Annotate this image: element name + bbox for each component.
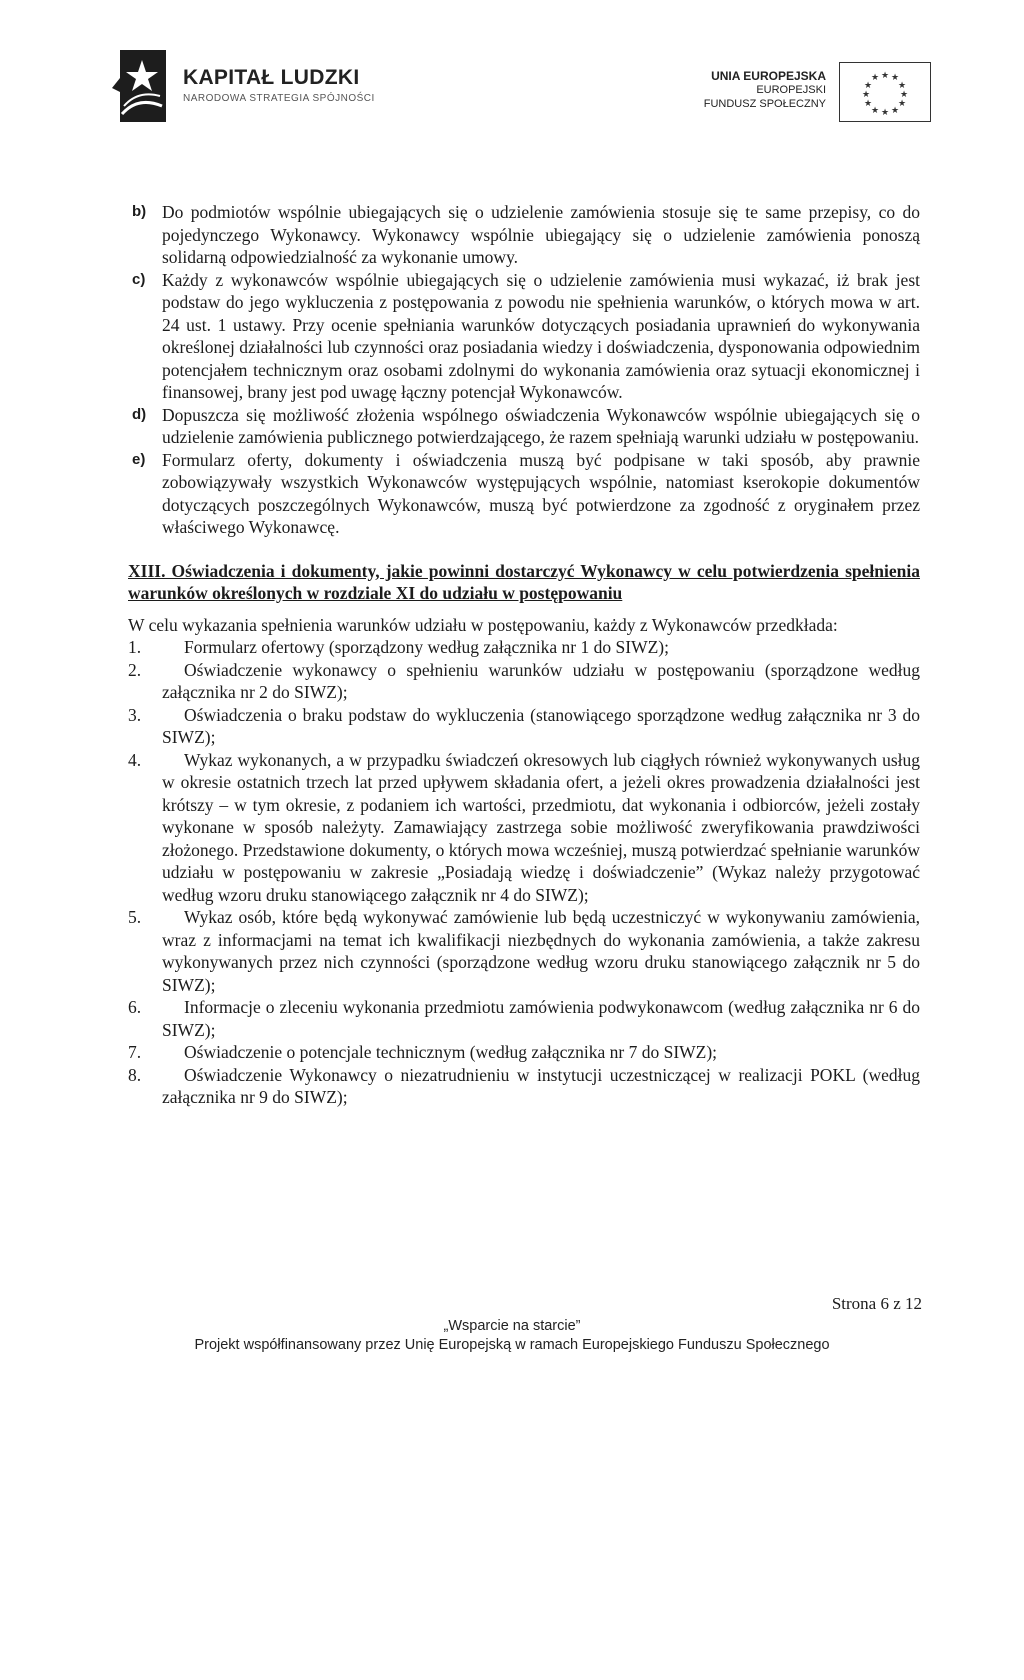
page-number: Strona 6 z 12 xyxy=(831,1294,922,1313)
numbered-item xyxy=(128,749,920,907)
list-item-d xyxy=(128,404,920,449)
eu-line-2: EUROPEJSKI xyxy=(756,84,826,96)
item-text: Do podmiotów wspólnie ubiegających się o udzielenie zamówienia stosuje się te same przepisy, co do pojedynczego Wykonawcy. Wykonawcy wspólnie ubiegający się o udzielenie zamówienia ponoszą solidarną odpowiedzialność za wykonanie umowy. xyxy=(162,202,920,267)
item-text: Wykaz wykonanych, a w przypadku świadczeń okresowych lub ciągłych również wykonywanych usług w okresie ostatnich trzech lat przed upływem składania ofert, a jeżeli okres prowadzenia działalności jest krótszy – w tym okresie, z podaniem ich wartości, przedmiotu, dat wykonania i odbiorców, jeżeli zostały wykonane w sposób należyty. Zamawiający zastrzega sobie możliwość zweryfikowania prawdziwości złożonego. Przedstawione dokumenty, o których mowa wcześniej, muszą potwierdzać spełnianie warunków udziału w postępowaniu w zakresie „Posiadają wiedzę i doświadczenie” (Wykaz należy przygotować według wzoru druku stanowiącego załącznik nr 4 do SIWZ); xyxy=(162,749,920,905)
numbered-item xyxy=(128,636,920,659)
svg-text:★: ★ xyxy=(897,81,907,91)
numbered-item xyxy=(128,906,920,996)
item-text: Oświadczenie Wykonawcy o niezatrudnieniu w instytucji uczestniczącej w realizacji POKL (według załącznika nr 9 do SIWZ); xyxy=(162,1064,920,1107)
item-text: Oświadczenie o potencjale technicznym (według załącznika nr 7 do SIWZ); xyxy=(184,1042,718,1062)
numbered-item xyxy=(128,996,920,1041)
list-item-c xyxy=(128,269,920,404)
kapital-ludzki-subtitle: NARODOWA STRATEGIA SPÓJNOŚCI xyxy=(183,93,375,104)
section-heading: XIII. Oświadczenia i dokumenty, jakie powinni dostarczyć Wykonawcy w celu potwierdzenia spełnienia warunków określonych w rozdziale XI do udziału w postępowaniu xyxy=(128,560,920,603)
numbered-item xyxy=(128,704,920,749)
svg-text:★: ★ xyxy=(861,90,871,100)
eu-flag-icon xyxy=(839,62,931,122)
item-text: Dopuszcza się możliwość złożenia wspólnego oświadczenia Wykonawców wspólnie ubiegających się o udzielenie zamówienia publicznego potwierdzającego, że razem spełniają warunki udziału w postępowaniu. xyxy=(162,404,920,447)
item-label: d) xyxy=(132,405,147,423)
eu-line-1: UNIA EUROPEJSKA xyxy=(711,69,826,83)
list-item-b xyxy=(128,201,920,269)
item-number: 8. xyxy=(128,1064,142,1085)
kapital-ludzki-logo-icon xyxy=(112,48,166,122)
svg-text:★: ★ xyxy=(870,106,880,116)
item-label: b) xyxy=(132,203,147,220)
item-number: 6. xyxy=(128,997,142,1017)
svg-text:★: ★ xyxy=(890,73,900,83)
footer-funding-note: Projekt współfinansowany przez Unię Europejską w ramach Europejskiego Funduszu Społecznego xyxy=(194,1337,830,1353)
item-label: c) xyxy=(132,270,146,288)
item-text: Każdy z wykonawców wspólnie ubiegających się o udzielenie zamówienia musi wykazać, iż brak jest podstaw do jego wykluczenia z postępowania z powodu nie spełnienia warunków, o których mowa w art. 24 ust. 1 ustawy. Przy ocenie spełniania warunków dotyczących posiadania uprawnień do wykonywania określonej działalności lub czynności oraz posiadania wiedzy i doświadczenia, dysponowania odpowiednim potencjałem technicznym oraz osobami zdolnymi do wykonania zamówienia oraz sytuacji ekonomicznej i finansowej, brany jest pod uwagę łączny potencjał Wykonawców. xyxy=(162,269,920,402)
svg-text:★: ★ xyxy=(870,73,880,83)
item-number: 5. xyxy=(128,907,142,927)
item-text: Formularz oferty, dokumenty i oświadczenia muszą być podpisane w taki sposób, aby prawnie zobowiązywały wszystkich Wykonawców występujących wspólnie, natomiast kserokopie dokumentów dotyczących poszczególnych Wykonawców, muszą być potwierdzone za zgodność z oryginałem przez właściwego Wykonawcę. xyxy=(162,449,920,537)
svg-text:★: ★ xyxy=(880,71,890,81)
section-intro: W celu wykazania spełnienia warunków udziału w postępowaniu, każdy z Wykonawców przedkłada: xyxy=(128,614,838,635)
eu-line-3: FUNDUSZ SPOŁECZNY xyxy=(703,98,826,110)
item-number: 7. xyxy=(128,1042,142,1062)
eu-logo-text xyxy=(704,69,826,111)
svg-text:★: ★ xyxy=(863,99,873,109)
item-text: Formularz ofertowy (sporządzony według załącznika nr 1 do SIWZ); xyxy=(184,637,669,657)
item-label: e) xyxy=(132,450,146,468)
item-number: 1. xyxy=(128,637,142,657)
item-text: Oświadczenia o braku podstaw do wykluczenia (stanowiącego sporządzone według załącznika nr 3 do SIWZ); xyxy=(162,704,920,747)
numbered-item xyxy=(128,1064,920,1109)
svg-text:★: ★ xyxy=(890,106,900,116)
numbered-item xyxy=(128,659,920,704)
item-text: Oświadczenie wykonawcy o spełnieniu warunków udziału w postępowaniu (sporządzone według załącznika nr 2 do SIWZ); xyxy=(162,659,920,702)
svg-text:★: ★ xyxy=(897,99,907,109)
item-number: 4. xyxy=(128,749,142,770)
svg-text:★: ★ xyxy=(863,81,873,91)
document-body xyxy=(128,201,920,1109)
svg-text:★: ★ xyxy=(880,108,890,118)
item-text: Wykaz osób, które będą wykonywać zamówienie lub będą uczestniczyć w wykonywaniu zamówienia, wraz z informacjami na temat ich kwalifikacji niezbędnych do wykonania zamówienia, a także zakresu wykonywanych przez nich czynności (sporządzone według wzoru druku stanowiącego załącznik nr 5 do SIWZ); xyxy=(162,907,920,995)
item-number: 3. xyxy=(128,704,142,725)
item-text: Informacje o zleceniu wykonania przedmiotu zamówienia podwykonawcom (według załącznika nr 6 do SIWZ); xyxy=(162,997,920,1040)
numbered-item xyxy=(128,1041,920,1064)
page-header xyxy=(0,0,1024,150)
footer-project-name: „Wsparcie na starcie” xyxy=(443,1318,581,1334)
item-number: 2. xyxy=(128,659,142,680)
kapital-ludzki-title: KAPITAŁ LUDZKI xyxy=(183,66,360,89)
list-item-e xyxy=(128,449,920,539)
svg-text:★: ★ xyxy=(899,90,909,100)
